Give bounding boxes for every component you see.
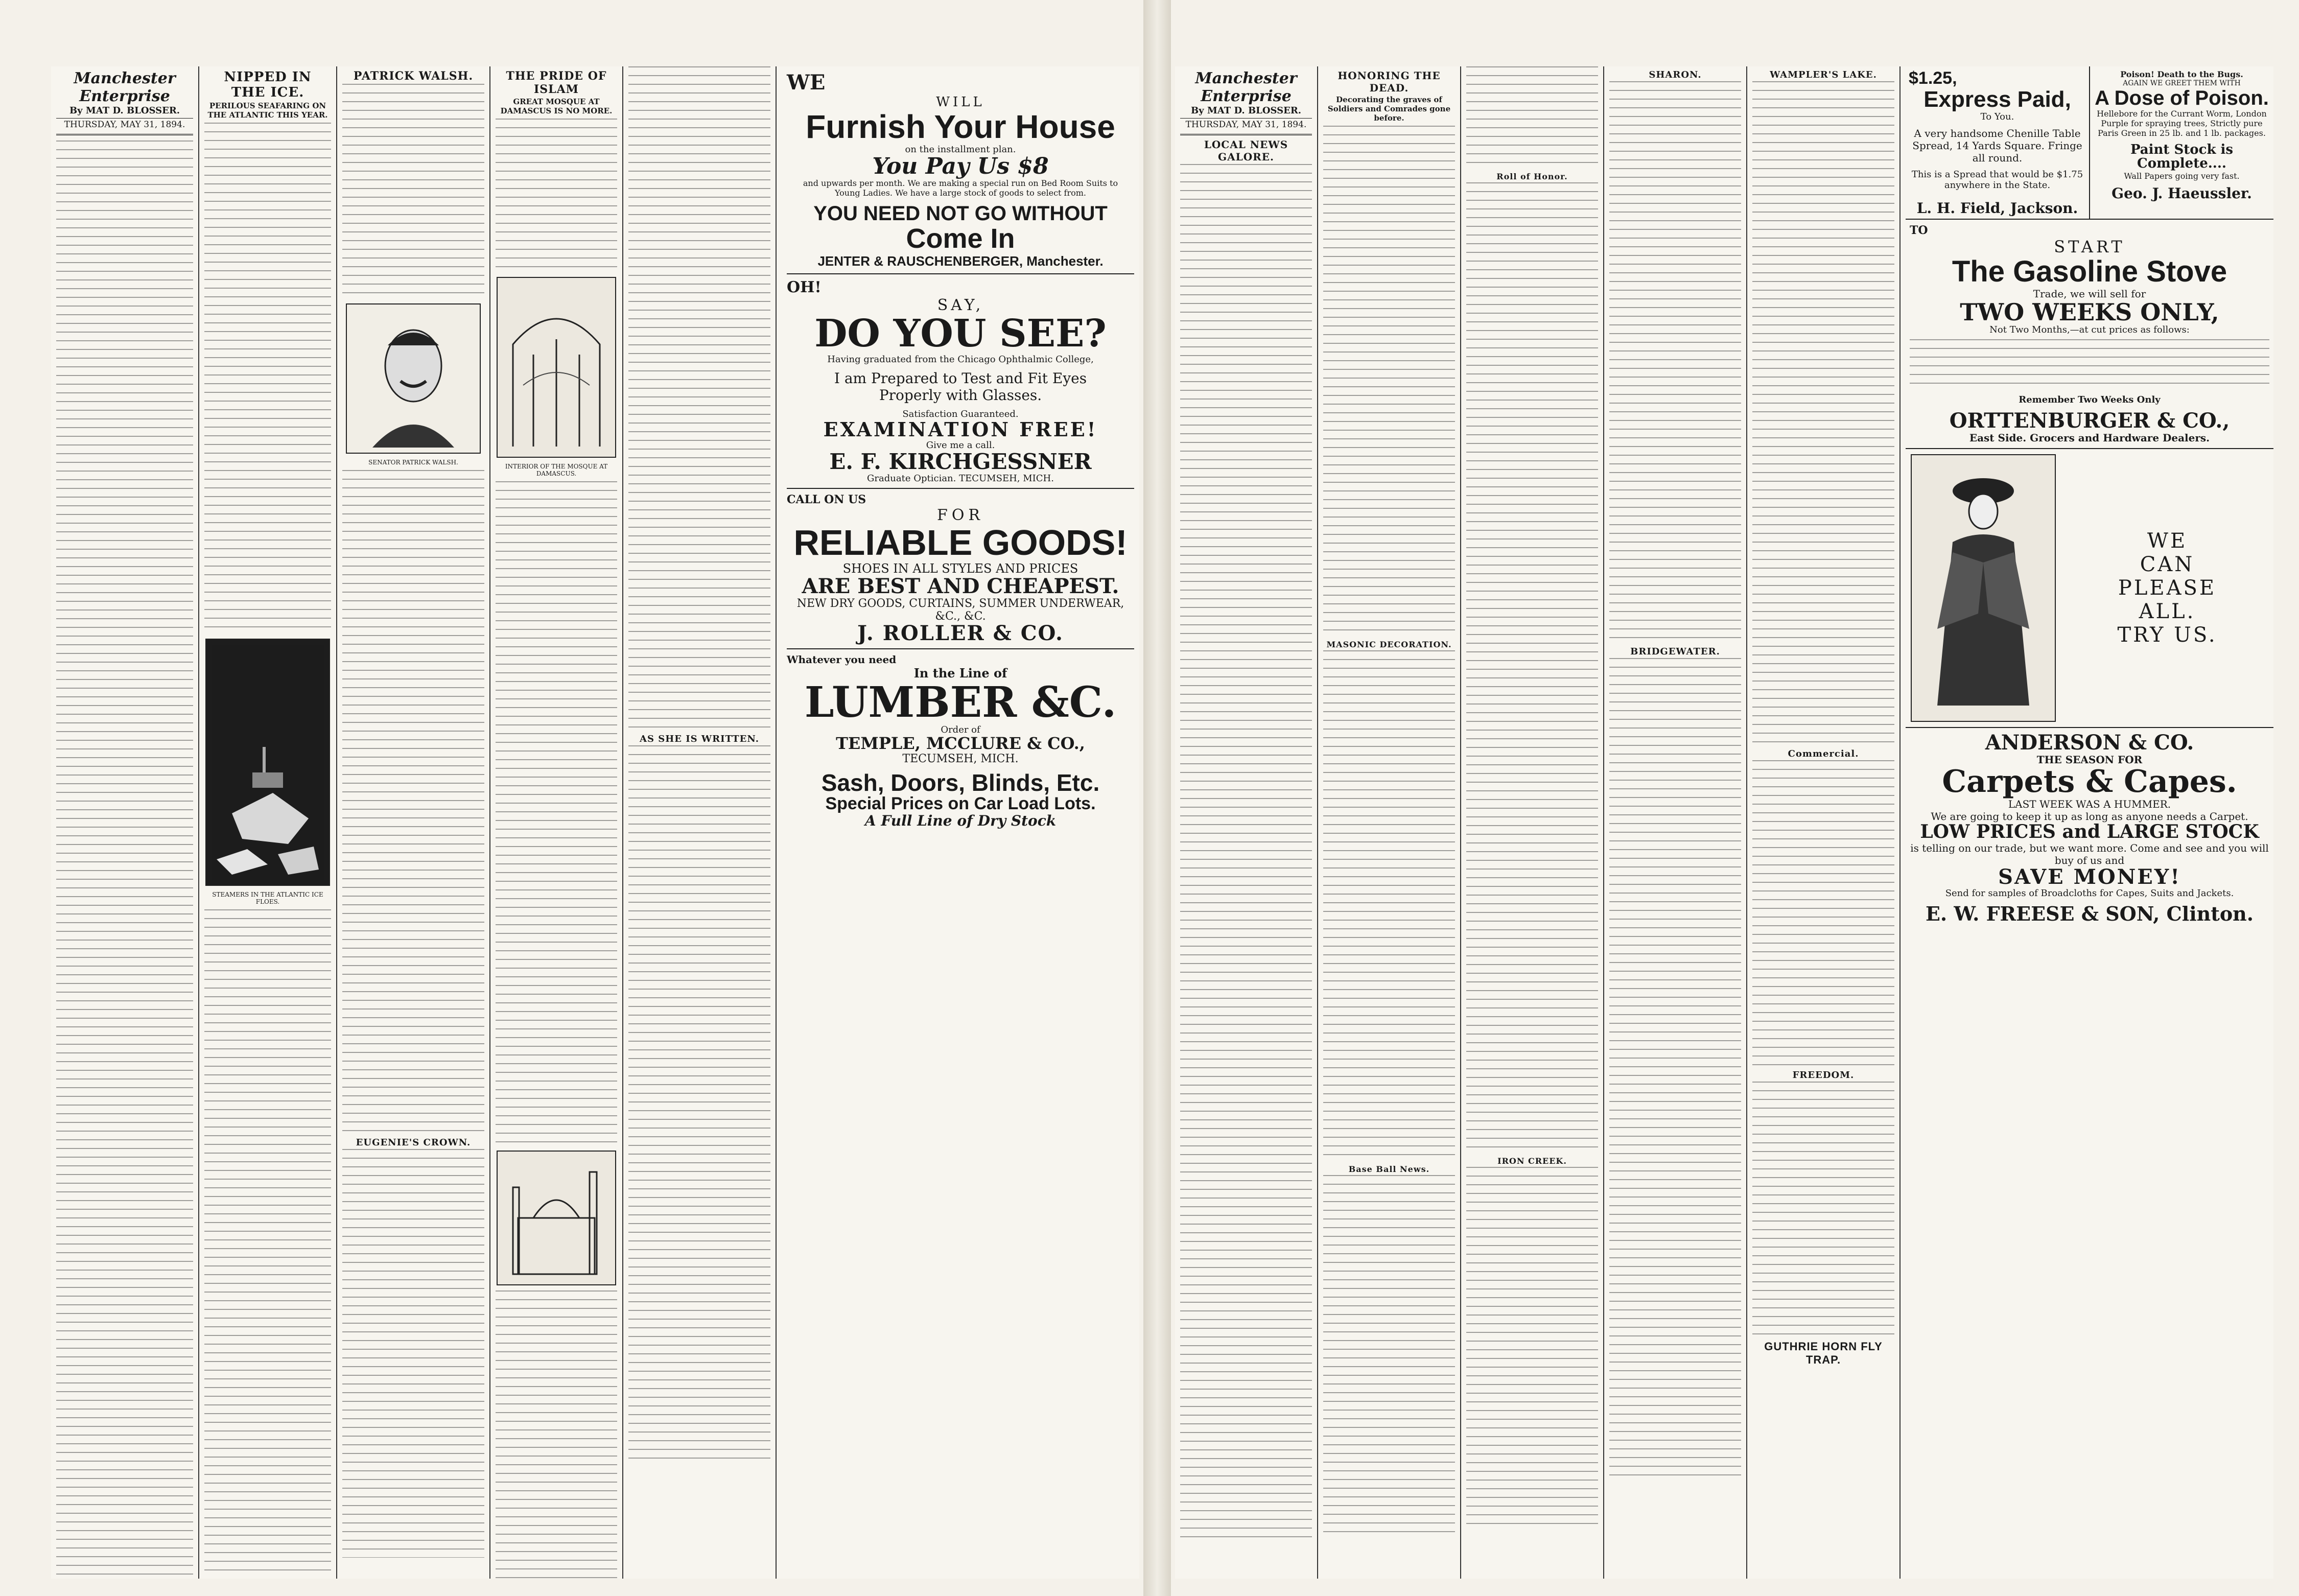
column-text [1752,81,1894,745]
column-text [1752,760,1894,1067]
ad-freese: E. W. FREESE & SON, Clinton. [1925,902,2254,926]
headline-honoring: HONORING THE DEAD. [1338,69,1441,94]
masthead-date: THURSDAY, MAY 31, 1894. [56,118,193,130]
ad-optics: Having graduated from the Chicago Ophthalmic College, [827,354,1094,365]
ad-gas-to: TO [1910,224,1928,238]
ad-say: SAY, [937,296,984,315]
ad-whatever: Whatever you need [787,653,897,666]
column-text [1466,66,1598,169]
ad-prepared: I am Prepared to Test and Fit Eyes Properly with Glasses. [834,369,1087,404]
ad-gas-not-two: Not Two Months,—at cut prices as follows: [1989,324,2190,336]
right-col-4 [1604,66,1747,1579]
ad-poison-again: AGAIN WE GREET THEM WITH [2123,79,2241,87]
headline-sharon: SHARON. [1649,69,1702,80]
column-text [628,66,770,731]
ad-keeping: We are going to keep it up as long as anyone needs a Carpet. [1931,810,2248,823]
walsh-portrait [346,303,481,454]
headline-as-she-is-written: AS SHE IS WRITTEN. [640,734,759,744]
ad-reliable: RELIABLE GOODS! [793,522,1128,562]
ad-express-title: Express Paid, [1923,86,2071,112]
column-text [342,84,484,298]
ad-anderson-name: ANDERSON & CO. [1985,731,2194,755]
ad-prices: Special Prices on Car Load Lots. [825,794,1096,814]
left-col-2 [199,66,337,1579]
illustration-caption: STEAMERS IN THE ATLANTIC ICE FLOES. [212,891,323,905]
please-line-3: PLEASE [2118,576,2217,600]
column-text [1180,164,1312,1543]
ad-poison-top: Poison! Death to the Bugs. [2120,69,2243,79]
ad-for: FOR [937,506,984,524]
ad-telling: is telling on our trade, but we want more. Come and see and you will buy of us and [1910,842,2269,867]
ad-dry: NEW DRY GOODS, CURTAINS, SUMMER UNDERWEAR, &C., &C. [796,597,1124,623]
headline-wamplers: WAMPLER'S LAKE. [1770,69,1877,80]
right-col-2 [1318,66,1461,1579]
ad-do-you-see: DO YOU SEE? [814,312,1107,356]
ad-shoes: SHOES IN ALL STYLES AND PRICES [842,561,1078,576]
ad-anderson [1906,728,2273,928]
price-list [1910,339,2269,390]
ad-kirch-sub: Graduate Optician. TECUMSEH, MICH. [867,473,1054,484]
ad-special: and upwards per month. We are making a special run on Bed Room Suits to Young Ladies. We have a large stock of goods to select from. [803,178,1118,198]
headline-masonic: MASONIC DECORATION. [1326,640,1452,649]
ad-low: LOW PRICES and LARGE STOCK [1920,821,2259,843]
ad-best: ARE BEST AND CHEAPEST. [802,574,1119,599]
ad-roller-name: J. ROLLER & CO. [857,621,1064,646]
column-text [628,745,770,1461]
ad-dose: A Dose of Poison. [2095,87,2269,109]
ad-satisfaction: Satisfaction Guaranteed. [902,408,1019,419]
column-text [1609,81,1741,643]
ad-paint: Paint Stock is Complete.... [2130,142,2234,172]
headline-freedom: FREEDOM. [1792,1070,1855,1081]
ad-furnish-title: Furnish Your House [806,108,1115,145]
ad-papers: Wall Papers going very fast. [2124,171,2240,181]
headline-nipped: NIPPED IN THE ICE. [224,69,312,100]
ad-guthrie: GUTHRIE HORN FLY TRAP. [1764,1340,1883,1366]
please-line-5: TRY US. [2117,623,2217,647]
ad-hummer: LAST WEEK WAS A HUMMER. [2008,798,2171,811]
right-col-5 [1747,66,1901,1579]
ad-temple: TEMPLE, MCCLURE & CO., [836,734,1085,754]
ad-please-block [1906,449,2273,728]
center-ad-column [782,66,1139,1579]
ad-send: Send for samples of Broadcloths for Capes, Suits and Jackets. [1945,888,2234,899]
mosque-caption: INTERIOR OF THE MOSQUE AT DAMASCUS. [505,463,608,477]
left-col-5 [623,66,777,1579]
ad-jenter: JENTER & RAUSCHENBERGER, Manchester. [817,253,1104,269]
masthead-left [56,66,193,135]
ad-kirchgessner: E. F. KIRCHGESSNER [829,449,1092,474]
headline-roll-honor: Roll of Honor. [1496,172,1568,181]
headline-iron-creek: IRON CREEK. [1497,1156,1567,1166]
ad-hellebore: Hellebore for the Currant Worm, London Purple for spraying trees, Strictly pure Paris Green in 25 lb. and 1 lb. packages. [2097,109,2267,138]
masthead-editor: By MAT D. BLOSSER. [69,105,180,116]
ad-orttenburger-sub: East Side. Grocers and Hardware Dealers. [1969,432,2210,444]
ad-carpets: Carpets & Capes. [1942,764,2237,800]
ad-express-to: To You. [1980,111,2014,122]
page-gutter [1143,0,1171,1596]
ad-express-price: $1.25, [1909,68,1957,88]
ad-haeussler: Geo. J. Haeussler. [2112,184,2252,202]
ad-gas-start: START [2054,237,2125,257]
right-col-3 [1461,66,1604,1579]
headline-commercial: Commercial. [1788,748,1859,759]
headline-local-news: LOCAL NEWS GALORE. [1204,138,1288,163]
right-col-1 [1175,66,1318,1579]
ad-gas-two-weeks: TWO WEEKS ONLY, [1960,298,2219,326]
column-text [342,1149,484,1558]
right-page [1175,66,2273,1579]
ad-poison [2090,66,2273,219]
column-text [1323,650,1455,1161]
ad-gas-title: The Gasoline Stove [1952,255,2227,289]
please-line-4: ALL. [2139,600,2196,624]
ad-lumber [787,649,1134,832]
ad-call: Give me a call. [926,439,995,451]
headline-bridgewater: BRIDGEWATER. [1630,646,1720,657]
ad-express-chenille: A very handsome Chenille Table Spread, 14 Yards Square. Fringe all round. [1912,127,2082,164]
column-text [1609,658,1741,1475]
column-text [204,909,331,1574]
headline-base-ball: Base Ball News. [1348,1164,1430,1174]
ad-gas-remember: Remember Two Weeks Only [2019,394,2161,406]
portrait-caption: SENATOR PATRICK WALSH. [368,459,458,466]
headline-eugenie: EUGENIE'S CROWN. [356,1137,471,1148]
please-line-2: CAN [2140,553,2195,577]
ad-order: Order of [941,724,980,736]
column-text [204,123,331,633]
ad-need: YOU NEED NOT GO WITHOUT [813,202,1108,225]
ad-line: In the Line of [913,666,1007,681]
left-page [51,66,1139,1579]
subhead-honoring: Decorating the graves of Soldiers and Comrades gone before. [1327,95,1451,123]
column-text [1323,1175,1455,1533]
ad-call-on: CALL ON US [787,492,866,506]
ice-steamer-illustration [205,639,330,886]
masthead-editor: By MAT D. BLOSSER. [1190,105,1302,116]
left-col-3 [337,66,490,1579]
ad-gas-trade: Trade, we will sell for [2033,288,2146,300]
ad-installment: on the installment plan. [905,144,1016,155]
column-text [496,1290,617,1579]
masthead-name: Manchester Enterprise [1195,69,1297,105]
ad-pay: You Pay Us $8 [872,153,1049,180]
ad-field: L. H. Field, Jackson. [1916,199,2078,217]
mosque-exterior-illustration [497,1151,616,1285]
ad-we: WE [787,71,826,95]
ad-tecumseh: TECUMSEH, MICH. [902,752,1019,765]
column-text [1466,1167,1598,1524]
please-line-1: WE [2147,529,2188,553]
ad-come-in: Come In [906,223,1015,254]
cape-woman-illustration [1911,454,2056,722]
left-col-4 [490,66,623,1579]
right-ad-column [1906,66,2273,1579]
left-col-1 [51,66,199,1579]
ad-save: SAVE MONEY! [1998,865,2181,889]
column-text [496,119,617,272]
column-text [1323,126,1455,637]
ad-express-spread: This is a Spread that would be $1.75 anywhere in the State. [1911,169,2083,191]
ad-furnish [787,66,1134,274]
column-text [342,470,484,1134]
ad-lumber-title: LUMBER &C. [804,678,1117,727]
column-text [1752,1082,1894,1337]
subhead-mosque: GREAT MOSQUE AT DAMASCUS IS NO MORE. [500,97,613,115]
ad-roller [787,489,1134,650]
ad-express [1906,66,2090,219]
roll-of-honor-list [1466,182,1598,1153]
subhead-perilous: PERILOUS SEAFARING ON THE ATLANTIC THIS YEAR. [207,101,328,120]
masthead-date: THURSDAY, MAY 31, 1894. [1180,118,1312,130]
masthead-right [1180,66,1312,135]
ad-anderson-season: THE SEASON FOR [2036,754,2143,766]
masthead-name: Manchester Enterprise [74,69,176,105]
ad-orttenburger: ORTTENBURGER & CO., [1949,409,2230,433]
headline-patrick-walsh: PATRICK WALSH. [353,69,474,83]
column-text [496,481,617,1145]
ad-gasoline [1906,220,2273,449]
ad-exam: EXAMINATION FREE! [823,417,1098,441]
ad-will: WILL [936,95,985,110]
column-text [56,140,193,1579]
mosque-interior-illustration [497,277,616,458]
ad-full: A Full Line of Dry Stock [864,812,1057,829]
headline-pride-islam: THE PRIDE OF ISLAM [506,69,607,96]
ad-oh: OH! [787,278,822,297]
ad-sash: Sash, Doors, Blinds, Etc. [821,769,1100,796]
ad-optician [787,274,1134,489]
